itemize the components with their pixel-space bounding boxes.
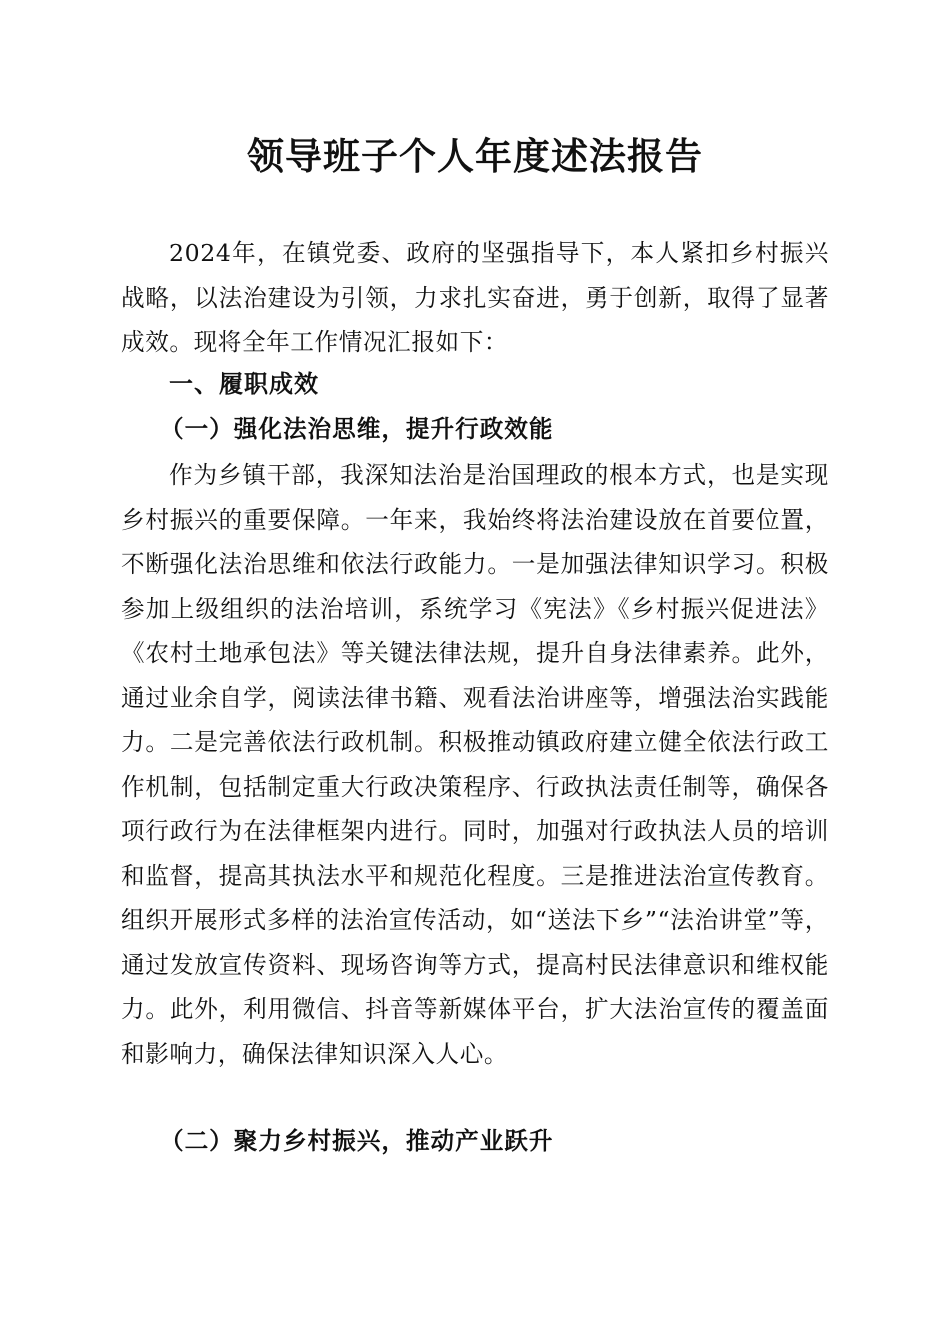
subsection-heading-rule-of-law: （一）强化法治思维，提升行政效能 [160,415,554,443]
section-heading-performance: 一、履职成效 [169,370,319,398]
intro-paragraph: 2024年，在镇党委、政府的坚强指导下，本人紧扣乡村振兴战略，以法治建设为引领，力求扎实奋进，勇于创新，取得了显著成效。现将全年工作情况汇报如下： [121,239,829,356]
subsection-body-rule-of-law: 作为乡镇干部，我深知法治是治国理政的根本方式，也是实现乡村振兴的重要保障。一年来，我始终将法治建设放在首要位置，不断强化法治思维和依法行政能力。一是加强法律知识学习。积极参加上级组织的法治培训，系统学习《宪法》《乡村振兴促进法》《农村土地承包法》等关键法律法规，提升自身法律素养。此外，通过业余自学，阅读法律书籍、观看法治讲座等，增强法治实践能力。二是完善依法行政机制。积极推动镇政府建立健全依法行政工作机制，包括制定重大行政决策程序、行政执法责任制等，确保各项行政行为在法律框架内进行。同时，加强对行政执法人员的培训和监督，提高其执法水平和规范化程度。三是推进法治宣传教育。组织开展形式多样的法治宣传活动，如“送法下乡”“法治讲堂”等，通过发放宣传资料、现场咨询等方式，提高村民法律意识和维权能力。此外，利用微信、抖音等新媒体平台，扩大法治宣传的覆盖面和影响力，确保法律知识深入人心。 [121,461,829,1068]
document-title: 领导班子个人年度述法报告 [247,134,703,178]
subsection-heading-rural-revitalization: （二）聚力乡村振兴，推动产业跃升 [160,1127,554,1155]
